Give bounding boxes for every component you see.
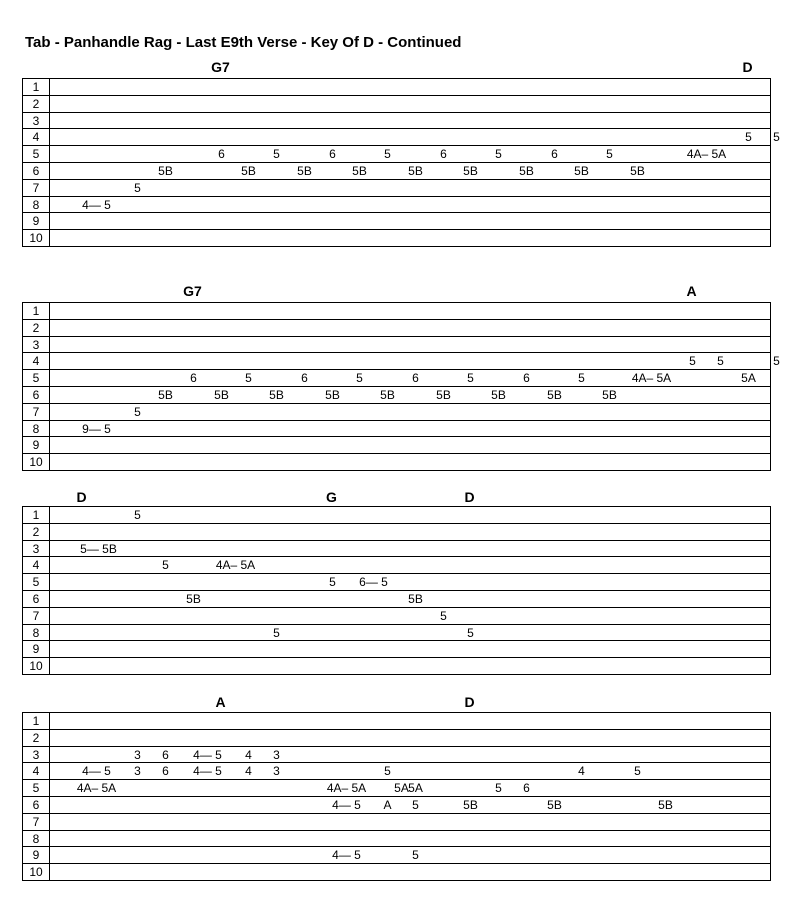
- string-number: 10: [23, 230, 50, 247]
- tab-note: 5: [134, 508, 141, 522]
- tab-note: 4A– 5A: [326, 781, 367, 796]
- string-row: [23, 625, 770, 642]
- chord-label: A: [215, 694, 226, 710]
- tab-note: 4: [245, 764, 252, 779]
- string-number: 4: [23, 557, 50, 573]
- tab-staff: [22, 302, 780, 471]
- string-row: [23, 574, 770, 591]
- tab-note: 4A– 5A: [76, 781, 117, 796]
- tab-note: 4: [245, 747, 252, 762]
- tab-note: 5: [773, 130, 780, 145]
- tab-note: 4— 5: [332, 798, 361, 812]
- string-number: 6: [23, 591, 50, 607]
- string-number: 5: [23, 780, 50, 796]
- tab-note: 5: [773, 354, 780, 369]
- string-number: 10: [23, 658, 50, 675]
- tab-note: 5B: [574, 164, 589, 178]
- tab-note: 4A– 5A: [631, 371, 672, 386]
- tab-note: 5A: [394, 781, 409, 796]
- tab-note: 4— 5: [193, 764, 222, 779]
- string-number: 6: [23, 163, 50, 179]
- tab-note: 5: [467, 371, 474, 386]
- tab-note: 4— 5: [332, 848, 361, 863]
- string-row: [23, 421, 770, 438]
- tab-staff: [22, 78, 780, 247]
- tab-note: 5: [134, 180, 141, 195]
- string-number: 4: [23, 353, 50, 369]
- tab-note: 5: [134, 404, 141, 419]
- string-row: [23, 79, 770, 96]
- string-number: 9: [23, 437, 50, 453]
- string-number: 9: [23, 213, 50, 229]
- tab-note: 6: [162, 764, 169, 779]
- string-number: 9: [23, 847, 50, 863]
- chord-label: D: [76, 489, 87, 505]
- string-row: [23, 353, 770, 370]
- tab-note: 5B: [630, 164, 645, 178]
- string-number: 5: [23, 574, 50, 590]
- tab-note: 6— 5: [359, 575, 388, 590]
- string-row: [23, 213, 770, 230]
- tab-note: 5A: [741, 371, 756, 386]
- tab-note: 5: [689, 354, 696, 369]
- string-number: 5: [23, 146, 50, 162]
- string-row: [23, 713, 770, 730]
- string-row: [23, 163, 770, 180]
- tab-note: 6: [329, 147, 336, 162]
- string-row: [23, 658, 770, 675]
- string-row: [23, 146, 770, 163]
- string-row: [23, 864, 770, 881]
- tab-note: 5B: [463, 798, 478, 812]
- tab-note: 5: [412, 798, 419, 812]
- tab-note: 5: [412, 848, 419, 863]
- string-number: 3: [23, 541, 50, 557]
- tab-note: 5: [440, 608, 447, 623]
- tab-note: 5B: [352, 164, 367, 178]
- string-number: 9: [23, 641, 50, 657]
- string-row: [23, 524, 770, 541]
- string-row: [23, 129, 770, 146]
- string-row: [23, 557, 770, 574]
- string-number: 7: [23, 608, 50, 624]
- string-number: 2: [23, 730, 50, 746]
- tab-note: 4: [578, 764, 585, 779]
- tab-note: 6: [162, 747, 169, 762]
- string-number: 2: [23, 320, 50, 336]
- tab-note: 5B: [325, 388, 340, 402]
- string-number: 2: [23, 524, 50, 540]
- tab-note: A: [383, 798, 392, 812]
- string-row: [23, 541, 770, 558]
- tab-note: 5B: [491, 388, 506, 402]
- tab-staff: [22, 712, 771, 881]
- tab-note: 5B: [214, 388, 229, 402]
- tab-note: 4A– 5A: [686, 147, 727, 162]
- tab-note: 5: [329, 575, 336, 590]
- chord-label: D: [464, 694, 475, 710]
- tab-note: 5: [245, 371, 252, 386]
- string-row: [23, 113, 770, 130]
- tab-note: 4A– 5A: [215, 558, 256, 573]
- string-row: [23, 387, 770, 404]
- chord-label: G7: [183, 283, 202, 299]
- tab-note: 4— 5: [82, 764, 111, 779]
- tab-note: 5B: [547, 388, 562, 402]
- chord-label: G7: [211, 59, 230, 75]
- string-row: [23, 303, 770, 320]
- string-row: [23, 96, 770, 113]
- tab-note: 4— 5: [82, 197, 111, 212]
- tab-note: 6: [523, 781, 530, 796]
- tab-note: 5B: [158, 388, 173, 402]
- tab-note: 5B: [269, 388, 284, 402]
- tab-note: 6: [440, 147, 447, 162]
- tab-note: 6: [301, 371, 308, 386]
- tab-note: 4— 5: [193, 747, 222, 762]
- tab-note: 3: [273, 764, 280, 779]
- string-number: 1: [23, 303, 50, 319]
- tab-note: 5: [162, 558, 169, 573]
- tab-note: 3: [273, 747, 280, 762]
- chord-label: D: [464, 489, 475, 505]
- tab-note: 9— 5: [82, 421, 111, 436]
- tab-note: 5B: [408, 164, 423, 178]
- string-number: 7: [23, 814, 50, 830]
- tab-staff: [22, 506, 771, 675]
- string-number: 8: [23, 625, 50, 641]
- tab-note: 5: [384, 147, 391, 162]
- string-row: [23, 320, 770, 337]
- string-row: [23, 608, 770, 625]
- tab-note: 6: [523, 371, 530, 386]
- string-row: [23, 814, 770, 831]
- tab-note: 5B: [436, 388, 451, 402]
- string-number: 10: [23, 864, 50, 881]
- string-number: 2: [23, 96, 50, 112]
- tab-note: 3: [134, 764, 141, 779]
- tab-note: 5: [717, 354, 724, 369]
- tab-note: 3: [134, 747, 141, 762]
- tab-note: 6: [218, 147, 225, 162]
- tab-note: 5— 5B: [80, 541, 117, 556]
- tab-note: 5: [745, 130, 752, 145]
- string-number: 1: [23, 713, 50, 729]
- string-number: 8: [23, 197, 50, 213]
- tab-note: 5: [467, 625, 474, 640]
- tab-note: 5: [495, 781, 502, 796]
- page-title: Tab - Panhandle Rag - Last E9th Verse - Key Of D - Continued: [25, 34, 462, 51]
- string-number: 4: [23, 129, 50, 145]
- string-number: 5: [23, 370, 50, 386]
- tab-note: 5B: [408, 592, 423, 606]
- tab-note: 5B: [158, 164, 173, 178]
- string-row: [23, 454, 770, 471]
- tab-note: 5A: [408, 781, 423, 796]
- tab-note: 5B: [463, 164, 478, 178]
- tab-note: 5B: [658, 798, 673, 812]
- string-number: 3: [23, 113, 50, 129]
- string-number: 8: [23, 831, 50, 847]
- string-number: 7: [23, 180, 50, 196]
- tab-note: 6: [412, 371, 419, 386]
- tab-note: 5B: [519, 164, 534, 178]
- string-row: [23, 641, 770, 658]
- string-number: 10: [23, 454, 50, 471]
- tab-note: 5: [356, 371, 363, 386]
- tab-note: 6: [551, 147, 558, 162]
- string-number: 1: [23, 507, 50, 523]
- string-row: [23, 847, 770, 864]
- tab-note: 5: [578, 371, 585, 386]
- string-number: 3: [23, 747, 50, 763]
- tab-note: 5B: [547, 798, 562, 812]
- tab-note: 5B: [380, 388, 395, 402]
- tab-note: 5B: [297, 164, 312, 178]
- string-row: [23, 831, 770, 848]
- chord-label: D: [742, 59, 753, 75]
- string-number: 6: [23, 797, 50, 813]
- string-number: 8: [23, 421, 50, 437]
- tab-note: 5: [495, 147, 502, 162]
- string-number: 3: [23, 337, 50, 353]
- tab-note: 6: [190, 371, 197, 386]
- chord-label: A: [686, 283, 697, 299]
- tab-note: 5: [634, 764, 641, 779]
- string-row: [23, 730, 770, 747]
- tab-note: 5: [384, 764, 391, 779]
- string-number: 6: [23, 387, 50, 403]
- tab-note: 5: [273, 625, 280, 640]
- string-row: [23, 337, 770, 354]
- tab-note: 5B: [602, 388, 617, 402]
- tab-note: 5: [273, 147, 280, 162]
- string-row: [23, 591, 770, 608]
- tab-note: 5B: [186, 592, 201, 606]
- string-row: [23, 197, 770, 214]
- chord-label: G: [326, 489, 337, 505]
- string-row: [23, 230, 770, 247]
- tab-note: 5: [606, 147, 613, 162]
- tab-note: 5B: [241, 164, 256, 178]
- string-number: 7: [23, 404, 50, 420]
- string-row: [23, 437, 770, 454]
- string-number: 4: [23, 763, 50, 779]
- string-number: 1: [23, 79, 50, 95]
